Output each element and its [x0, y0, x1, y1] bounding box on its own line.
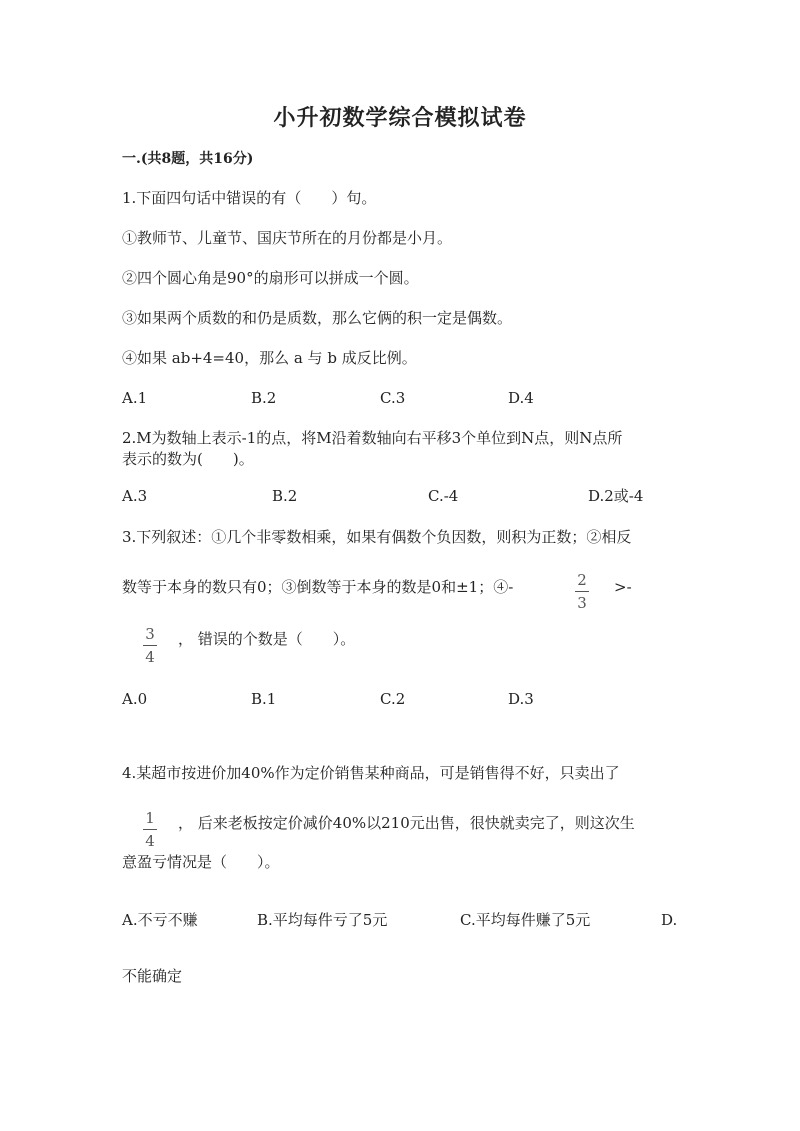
q2-option-b[interactable]: B.2: [272, 487, 298, 505]
q1-statement-2: ②四个圆心角是90°的扇形可以拼成一个圆。: [122, 269, 419, 287]
q1-option-c[interactable]: C.3: [380, 389, 406, 407]
q2-option-c[interactable]: C.-4: [428, 487, 459, 505]
q4-stem-line-2: ， 后来老板按定价减价40%以210元出售，很快就卖完了，则这次生: [178, 814, 635, 832]
q3-greater-than: >-: [614, 578, 632, 596]
q3-option-c[interactable]: C.2: [380, 690, 406, 708]
q4-fraction-one-quarter: [140, 809, 160, 850]
q2-option-a[interactable]: A.3: [122, 487, 148, 505]
q3-stem-line-1: 3.下列叙述：①几个非零数相乘，如果有偶数个负因数，则积为正数；②相反: [122, 528, 632, 546]
q1-option-d[interactable]: D.4: [508, 389, 534, 407]
q4-option-a[interactable]: A.不亏不赚: [122, 911, 198, 929]
q3-stem-line-3: ， 错误的个数是（ ）。: [178, 630, 356, 648]
q1-statement-3: ③如果两个质数的和仍是质数，那么它俩的积一定是偶数。: [122, 309, 513, 327]
q1-option-b[interactable]: B.2: [251, 389, 277, 407]
q3-fraction-2-denominator: 4: [145, 648, 155, 666]
q2-stem-line-2: 表示的数为( )。: [122, 450, 254, 468]
q1-statement-4: ④如果 ab+4=40，那么 a 与 b 成反比例。: [122, 349, 417, 367]
q3-fraction-three-quarters: [140, 625, 160, 666]
section-heading: 一.(共8题，共16分): [122, 151, 254, 167]
fraction-bar: [143, 645, 157, 646]
page-title: 小升初数学综合模拟试卷: [273, 105, 527, 131]
fraction-bar: [143, 829, 157, 830]
q3-fraction-1-denominator: 3: [577, 594, 587, 612]
q1-option-a[interactable]: A.1: [122, 389, 148, 407]
q4-option-d[interactable]: D.: [661, 911, 678, 929]
q4-stem-line-1: 4.某超市按进价加40%作为定价销售某种商品，可是销售得不好，只卖出了: [122, 764, 620, 782]
q4-stem-line-3: 意盈亏情况是（ ）。: [122, 853, 280, 871]
q3-option-d[interactable]: D.3: [508, 690, 534, 708]
q4-fraction-numerator: 1: [145, 809, 155, 827]
q3-stem-line-2: 数等于本身的数只有0；③倒数等于本身的数是0和±1；④-: [122, 578, 514, 596]
q2-option-d[interactable]: D.2或-4: [588, 487, 644, 505]
q3-fraction-1-numerator: 2: [577, 571, 587, 589]
q4-option-c[interactable]: C.平均每件赚了5元: [460, 911, 591, 929]
q1-stem: 1.下面四句话中错误的有（ ）句。: [122, 189, 377, 207]
q4-fraction-denominator: 4: [145, 832, 155, 850]
q2-stem-line-1: 2.M为数轴上表示-1的点，将M沿着数轴向右平移3个单位到N点，则N点所: [122, 429, 623, 447]
q3-fraction-two-thirds: [572, 571, 592, 612]
q3-option-a[interactable]: A.0: [122, 690, 148, 708]
q3-fraction-2-numerator: 3: [145, 625, 155, 643]
q1-statement-1: ①教师节、儿童节、国庆节所在的月份都是小月。: [122, 229, 453, 247]
q4-option-d-continued[interactable]: 不能确定: [122, 967, 183, 985]
q3-option-b[interactable]: B.1: [251, 690, 277, 708]
fraction-bar: [575, 591, 589, 592]
q4-option-b[interactable]: B.平均每件亏了5元: [257, 911, 388, 929]
